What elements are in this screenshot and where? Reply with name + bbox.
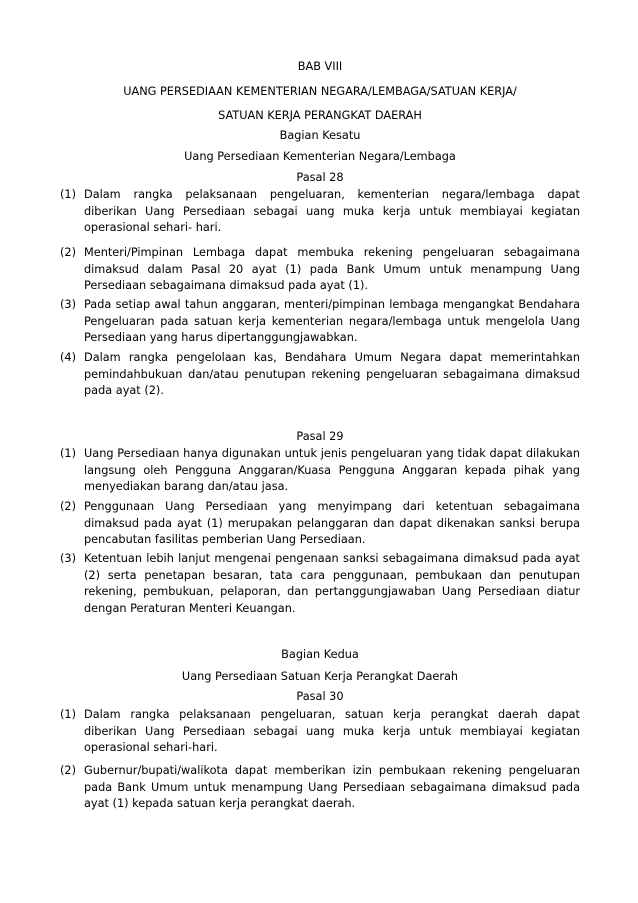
clause-text: Dalam rangka pengelolaan kas, Bendahara Umum Negara dapat memerintahkan pemindahbukuan dan/atau penutupan rekening pengeluaran sebagaimana dimaksud pada ayat (2). [84,351,580,397]
clause-number: (1) [60,708,77,721]
clause-text: Dalam rangka pelaksanaan pengeluaran, satuan kerja perangkat daerah dapat diberikan Uang Persediaan sebagai uang muka kerja untuk membiayai kegiatan operasional sehari-hari. [84,708,580,754]
clause-number: (1) [60,188,77,201]
clause-text: Uang Persediaan hanya digunakan untuk jenis pengeluaran yang tidak dapat dilakukan langsung oleh Pengguna Anggaran/Kuasa Pengguna Anggaran kepada pihak yang menyediakan barang dan/atau jasa. [84,447,580,493]
article-28-clause-3 [60,297,580,347]
article-28-clause-4 [60,350,580,400]
article-29-clause-3 [60,551,580,617]
article-28-heading: Pasal 28 [296,171,344,184]
chapter-title-line-2: SATUAN KERJA PERANGKAT DAERAH [218,109,422,122]
section-1-label: Bagian Kesatu [279,129,361,142]
clause-number: (2) [60,246,77,259]
section-1-title: Uang Persediaan Kementerian Negara/Lembaga [184,150,456,163]
clause-number: (3) [60,298,77,311]
article-28-clause-1 [60,187,580,237]
article-28-clause-2 [60,245,580,295]
article-29-heading: Pasal 29 [296,430,344,443]
clause-text: Menteri/Pimpinan Lembaga dapat membuka rekening pengeluaran sebagaimana dimaksud dalam Pasal 20 ayat (1) pada Bank Umum untuk menampung Uang Persediaan sebagaimana dimaksud pada ayat (1). [84,246,580,292]
chapter-title-line-1: UANG PERSEDIAAN KEMENTERIAN NEGARA/LEMBAGA/SATUAN KERJA/ [123,85,517,98]
clause-number: (2) [60,764,77,777]
clause-text: Ketentuan lebih lanjut mengenai pengenaan sanksi sebagaimana dimaksud pada ayat (2) serta penetapan besaran, tata cara penggunaan, pembukaan dan penutupan rekening, pembukuan, pelaporan, dan pertanggungjawaban Uang Persediaan diatur dengan Peraturan Menteri Keuangan. [84,552,580,615]
article-30-clause-1 [60,707,580,757]
clause-number: (1) [60,447,77,460]
clause-number: (4) [60,351,77,364]
section-2-label: Bagian Kedua [281,648,359,661]
article-30-clause-2 [60,763,580,813]
article-29-clause-2 [60,499,580,549]
clause-number: (3) [60,552,77,565]
clause-text: Dalam rangka pelaksanaan pengeluaran, kementerian negara/lembaga dapat diberikan Uang Persediaan sebagai uang muka kerja untuk membiayai kegiatan operasional sehari- hari. [84,188,580,234]
clause-text: Pada setiap awal tahun anggaran, menteri/pimpinan lembaga mengangkat Bendahara Pengeluaran pada satuan kerja kementerian negara/lembaga untuk mengelola Uang Persediaan yang harus dipertanggungjawabkan. [84,298,580,344]
clause-text: Gubernur/bupati/walikota dapat memberikan izin pembukaan rekening pengeluaran pada Bank Umum untuk menampung Uang Persediaan sebagaimana dimaksud pada ayat (1) kepada satuan kerja perangkat daerah. [84,764,580,810]
chapter-number: BAB VIII [297,60,343,73]
clause-number: (2) [60,500,77,513]
section-2-title: Uang Persediaan Satuan Kerja Perangkat Daerah [181,670,459,683]
article-29-clause-1 [60,446,580,496]
article-30-heading: Pasal 30 [296,690,344,703]
clause-text: Penggunaan Uang Persediaan yang menyimpang dari ketentuan sebagaimana dimaksud pada ayat (1) merupakan pelanggaran dan dapat dikenakan sanksi berupa pencabutan fasilitas pemberian Uang Persediaan. [84,500,580,546]
